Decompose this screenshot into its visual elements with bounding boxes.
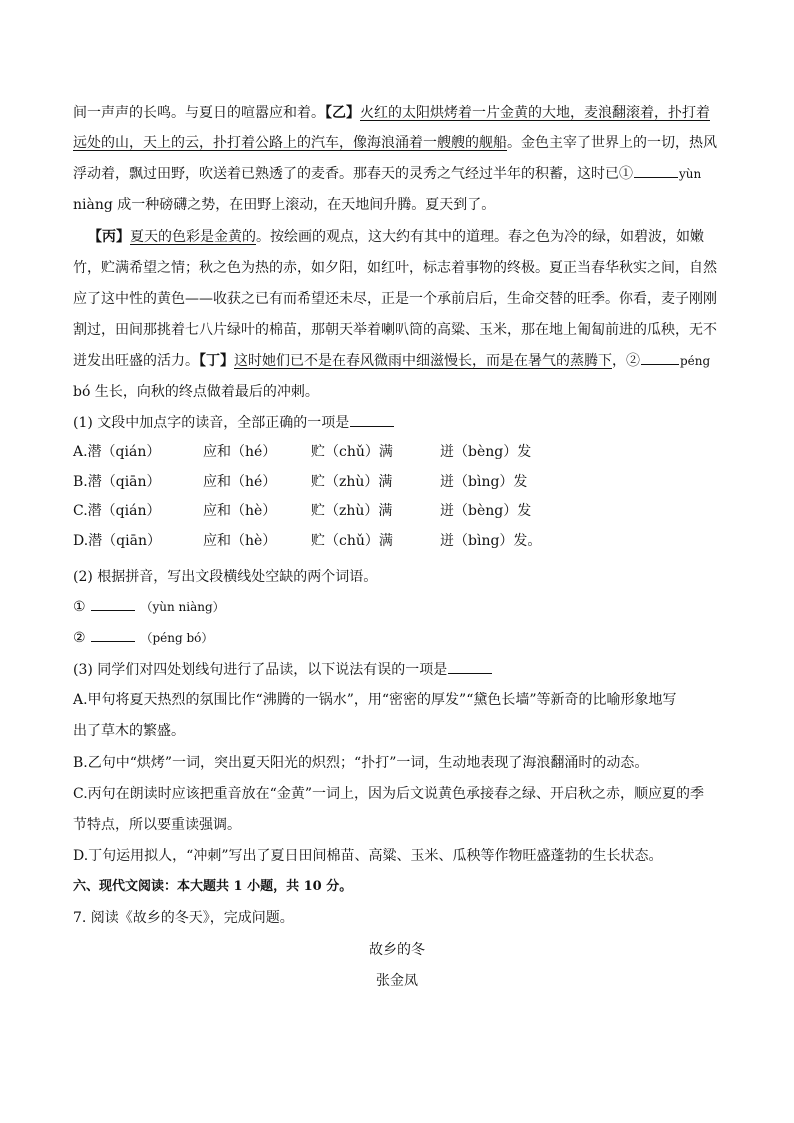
q3-option-c-cont: 节特点，所以要重读强调。 (73, 817, 241, 833)
option-d-3: 贮（chǔ）满 (311, 533, 393, 549)
text: 割过，田间那挑着七八片绿叶的棉苗，那朝天举着喇叭筒的高粱、玉米，那在地上匍匐前进的瓜秧，无不 (73, 322, 717, 338)
q3-option-c[interactable]: C.丙句在朗读时应该把重音放在“金黄”一词上，因为后文说黄色承接春之绿、开启秋之赤，顺应夏的季 (73, 786, 704, 802)
option-d-1[interactable]: D.潜（qiān） (73, 533, 161, 549)
text: 。金色主宰了世界上的一切，热风 (507, 135, 717, 151)
option-b-4: 迸（bìng）发 (440, 474, 528, 490)
option-b-1[interactable]: B.潜（qiān） (73, 474, 161, 490)
answer-blank-q3[interactable] (448, 661, 492, 674)
pinyin: （yùn niàng） (140, 600, 225, 614)
para1-line2 (73, 134, 717, 152)
underlined-sentence-bing: 夏天的色彩是金黄的 (130, 229, 256, 245)
option-a-3: 贮（chǔ）满 (311, 444, 393, 460)
q2-item1 (73, 598, 225, 616)
pinyin: péng (680, 354, 711, 368)
option-c-1[interactable]: C.潜（qián） (73, 503, 161, 519)
answer-blank-q1[interactable] (350, 414, 394, 427)
underlined-sentence-ding: 这时她们已不是在春风微雨中细滋慢长，而是在暑气的蒸腾下 (234, 353, 612, 369)
text: 迸发出旺盛的活力。 (73, 353, 199, 369)
item-number: ① (73, 599, 86, 615)
item-number: ② (73, 630, 86, 646)
para2-line3 (73, 290, 717, 308)
option-a-4: 迸（bèng）发 (440, 444, 532, 460)
q1-stem (73, 414, 395, 432)
section-heading: 六、现代文阅读：本大题共 1 小题，共 10 分。 (73, 879, 353, 894)
para2-line1 (88, 228, 704, 246)
option-b-3: 贮（zhù）满 (311, 474, 393, 490)
option-c-3: 贮（zhù）满 (311, 503, 393, 519)
text: bó 生长，向秋的终点做着最后的冲刺。 (73, 384, 319, 400)
q2-item2 (73, 629, 213, 647)
answer-blank-q2-2[interactable] (91, 629, 135, 642)
para1-line3 (73, 165, 701, 183)
q3-option-a-cont: 出了草木的繁盛。 (73, 723, 185, 739)
q3-option-d[interactable]: D.丁句运用拟人，“冲刺”写出了夏日田间棉苗、高粱、玉米、瓜秧等作物旺盛蓬勃的生长状态。 (73, 848, 663, 864)
q2-stem: (2) 根据拼音，写出文段横线处空缺的两个词语。 (73, 569, 378, 585)
option-a-2: 应和（hé） (203, 444, 277, 460)
q3-option-b[interactable]: B.乙句中“烘烤”一词，突出夏天阳光的炽烈；“扑打”一词，生动地表现了海浪翻涌时的动态。 (73, 755, 649, 771)
marker-ding: 【丁】 (199, 353, 234, 369)
question-text: (1) 文段中加点字的读音，全部正确的一项是 (73, 415, 350, 431)
text: niàng 成一种磅礴之势，在田野上滚动，在天地间升腾。夏天到了。 (73, 197, 496, 213)
answer-blank-q2-1[interactable] (91, 598, 135, 611)
q3-stem (73, 661, 493, 679)
text: 间一声声的长鸣。与夏日的喧嚣应和着。 (73, 105, 325, 121)
article-author: 张金凤 (376, 973, 418, 989)
text: 应了这中性的黄色——收获之已有而希望还未尽，正是一个承前启后，生命交替的旺季。你看，麦子刚刚 (73, 291, 717, 307)
underlined-sentence-yi: 火红的太阳烘烤着一片金黄的大地，麦浪翻滚着，扑打着 (360, 105, 710, 121)
para2-line2 (73, 259, 717, 277)
question-text: (3) 同学们对四处划线句进行了品读，以下说法有误的一项是 (73, 662, 448, 678)
article-title: 故乡的冬 (369, 942, 425, 958)
option-b-2: 应和（hé） (203, 474, 277, 490)
blank-2[interactable] (641, 352, 679, 365)
option-d-4: 迸（bìng）发。 (440, 533, 542, 549)
marker-bing: 【丙】 (88, 229, 130, 245)
option-c-2: 应和（hè） (203, 503, 277, 519)
text: ，② (612, 353, 640, 369)
text: 浮动着，飘过田野，吹送着已熟透了的麦香。那春天的灵秀之气经过半年的积蓄，这时已① (73, 166, 633, 182)
option-a-1[interactable]: A.潜（qián） (73, 444, 161, 460)
q3-option-a[interactable]: A.甲句将夏天热烈的氛围比作“沸腾的一锅水”，用“密密的厚发”“黛色长墙”等新奇的比喻形象地写 (73, 692, 677, 708)
underlined-sentence-yi-cont: 远处的山，天上的云，扑打着公路上的汽车，像海浪涌着一艘艘的舰船 (73, 135, 507, 151)
option-c-4: 迸（bèng）发 (440, 503, 532, 519)
text: 竹，贮满希望之情；秋之色为热的赤，如夕阳，如红叶，标志着事物的终极。夏正当春华秋实之间，自然 (73, 260, 717, 276)
option-d-2: 应和（hè） (203, 533, 277, 549)
text: 。按绘画的观点，这大约有其中的道理。春之色为冷的绿，如碧波，如嫩 (256, 229, 704, 245)
para2-line4 (73, 321, 717, 339)
para2-line6 (73, 383, 319, 401)
marker-yi: 【乙】 (325, 105, 360, 121)
para2-line5 (73, 352, 710, 370)
para1-line4 (73, 196, 495, 214)
q7-stem: 7. 阅读《故乡的冬天》，完成问题。 (73, 910, 294, 926)
pinyin: （péng bó） (140, 631, 214, 645)
para1-line1 (73, 104, 710, 122)
blank-1[interactable] (634, 165, 678, 178)
pinyin: yùn (679, 167, 702, 181)
